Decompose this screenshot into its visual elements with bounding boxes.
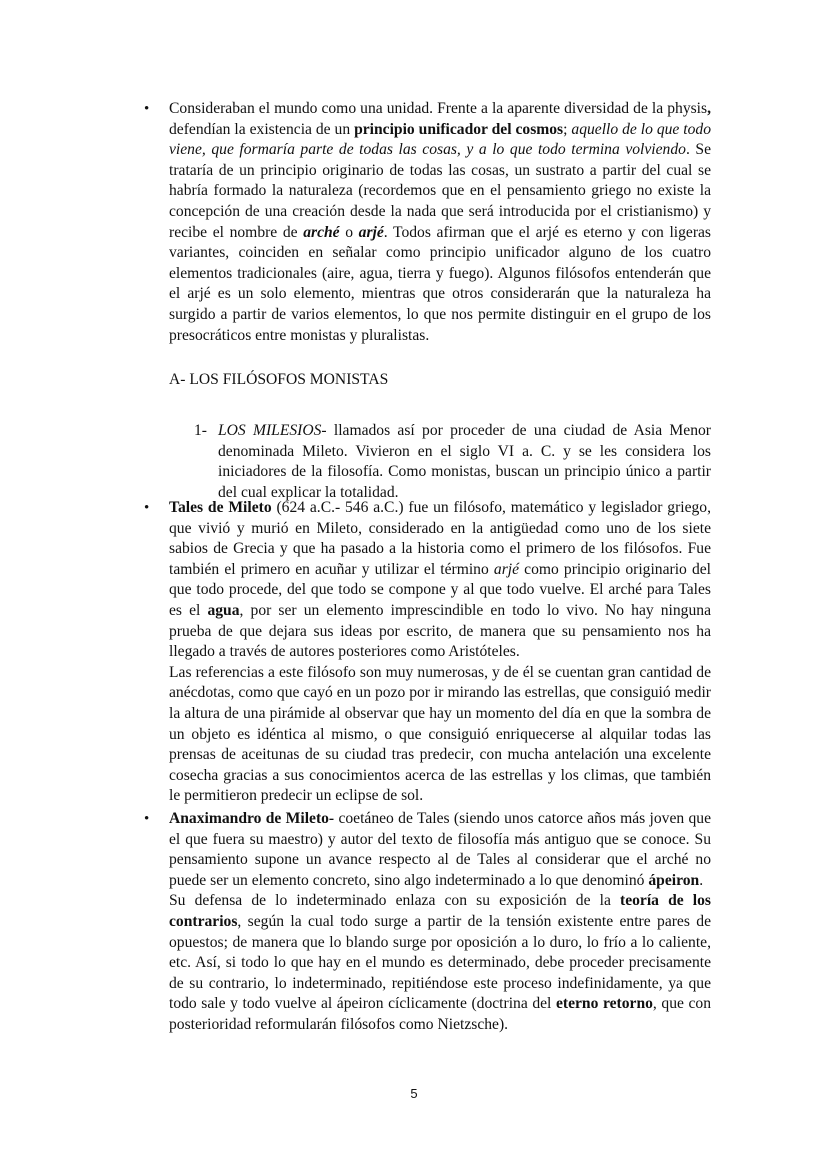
- text-run: , que con posterioridad reformularán filósofos como Nietzsche).: [169, 995, 712, 1033]
- eterno-retorno-term: eterno retorno: [555, 995, 653, 1013]
- paragraph-tales-1: [169, 498, 711, 663]
- text-run: coetáneo de Tales (siendo unos catorce años más joven que el que fuera su maestro) y autor del texto de filosofía más antiguo que se conoce. Su pensamiento supone un avance respecto al de Tales al considerar que el arché no puede ser un elemento concreto, sino algo indeterminado a lo que denominó: [169, 810, 711, 889]
- paragraph-anaximandro-2: [169, 891, 711, 1035]
- paragraph-anaximandro-1: [169, 809, 711, 891]
- text-run: ;: [563, 120, 572, 138]
- bullet-marker: •: [144, 101, 150, 117]
- bullet-anaximandro: [144, 809, 712, 1036]
- tales-name: Tales de Mileto: [169, 499, 272, 516]
- paragraph-principio-unificador: [169, 99, 711, 346]
- paragraph-milesios: [218, 421, 711, 503]
- anaximandro-name: Anaximandro de Mileto-: [169, 810, 335, 827]
- text-run: , por ser un elemento imprescindible en todo lo vivo. No hay ninguna prueba de que dejara sus ideas por escrito, de manera que su pensamiento nos ha llegado a través de autores posteriores como Aristóteles.: [169, 601, 711, 661]
- bullet-marker: •: [144, 811, 150, 827]
- text-run: Su defensa de lo indeterminado enlaza con su exposición de la: [169, 892, 620, 910]
- numbered-item-milesios: [194, 421, 711, 503]
- text-run: (624 a.C.- 546 a.C.) fue un filósofo, matemático y legislador griego, que vivió y murió en Mileto, considerado en la antigüedad como uno de los siete sabios de Grecia y que ha pasado a la historia como el primero de los filósofos. Fue también el primero en acuñar y utilizar el término: [169, 499, 712, 578]
- text-run: como principio originario del que todo procede, del que todo se compone y al que todo vuelve. El arché para Tales es el: [169, 560, 711, 619]
- bullet-marker: •: [144, 500, 150, 516]
- page-number: 5: [410, 1086, 418, 1101]
- principio-unificador-term: principio unificador del cosmos: [354, 120, 564, 138]
- text-run: - llamados así por proceder de una ciudad de Asia Menor denominada Mileto. Vivieron en el siglo VI a. C. y se les considera los iniciadores de la filosofía. Como monistas, buscan un principio único a partir del cual explicar la totalidad.: [218, 422, 711, 501]
- teoria-contrarios-term: teoría de los contrarios: [169, 892, 711, 930]
- bullet-principio-unificador: [144, 99, 712, 346]
- text-run: o: [339, 223, 359, 241]
- italic-definition: aquello de lo que todo viene, que formaría parte de todas las cosas, y a lo que todo termina volviendo: [169, 120, 712, 159]
- bullet-tales: [144, 498, 712, 807]
- apeiron-term: ápeiron: [648, 871, 700, 889]
- text-run: . Se trataría de un principio originario de todas las cosas, un sustrato a partir del cual se habría formado la naturaleza (recordemos que en el pensamiento griego no existe la concepción de una creación desde la nada que será introducida por el cristianismo) y recibe el nombre de: [169, 141, 712, 241]
- arche-term: arché: [303, 223, 340, 241]
- text-run: .: [699, 871, 704, 889]
- text-run-bold: ,: [707, 100, 711, 117]
- section-heading-monistas: A- LOS FILÓSOFOS MONISTAS: [169, 371, 389, 388]
- text-run: Consideraban el mundo como una unidad. Frente a la aparente diversidad de la physis: [169, 100, 708, 117]
- item-number: 1-: [194, 422, 207, 439]
- agua-term: agua: [207, 601, 240, 619]
- paragraph-tales-2: Las referencias a este filósofo son muy numerosas, y de él se cuentan gran cantidad de anécdotas, como que cayó en un pozo por ir mirando las estrellas, que consiguió medir la altura de una pirámide al observar que hay un momento del día en que la sombra de un objeto es idéntica al mismo, o que consiguió enriquecerse al alquilar todas las prensas de aceitunas de su ciudad tras predecir, con mucha antelación una excelente cosecha gracias a sus conocimientos acerca de las estrellas y los climas, que también le permitieron predecir un eclipse de sol.: [169, 663, 711, 805]
- text-run: . Todos afirman que el arjé es eterno y con ligeras variantes, coinciden en señalar como principio unificador alguno de los cuatro elementos tradicionales (aire, agua, tierra y fuego). Algunos filósofos entenderán que el arjé es un solo elemento, mientras que otros considerarán que la naturaleza ha surgido a partir de varios elementos, lo que nos permite distinguir en el grupo de los presocráticos entre monistas y pluralistas.: [169, 223, 712, 344]
- milesios-title: LOS MILESIOS: [218, 422, 322, 439]
- text-run: defendían la existencia de un: [169, 120, 355, 138]
- arje-term: arjé: [358, 223, 384, 241]
- text-run: , según la cual todo surge a partir de la tensión existente entre pares de opuestos; de manera que lo blando surge por oposición a lo duro, lo frío a lo caliente, etc. Así, si todo lo que hay en el mundo es determinado, debe proceder precisamente de su contrario, lo indeterminado, repitiéndose este proceso indefinidamente, ya que todo sale y todo vuelve al ápeiron cíclicamente (doctrina del: [169, 912, 711, 1013]
- arje-term: arjé: [493, 560, 520, 578]
